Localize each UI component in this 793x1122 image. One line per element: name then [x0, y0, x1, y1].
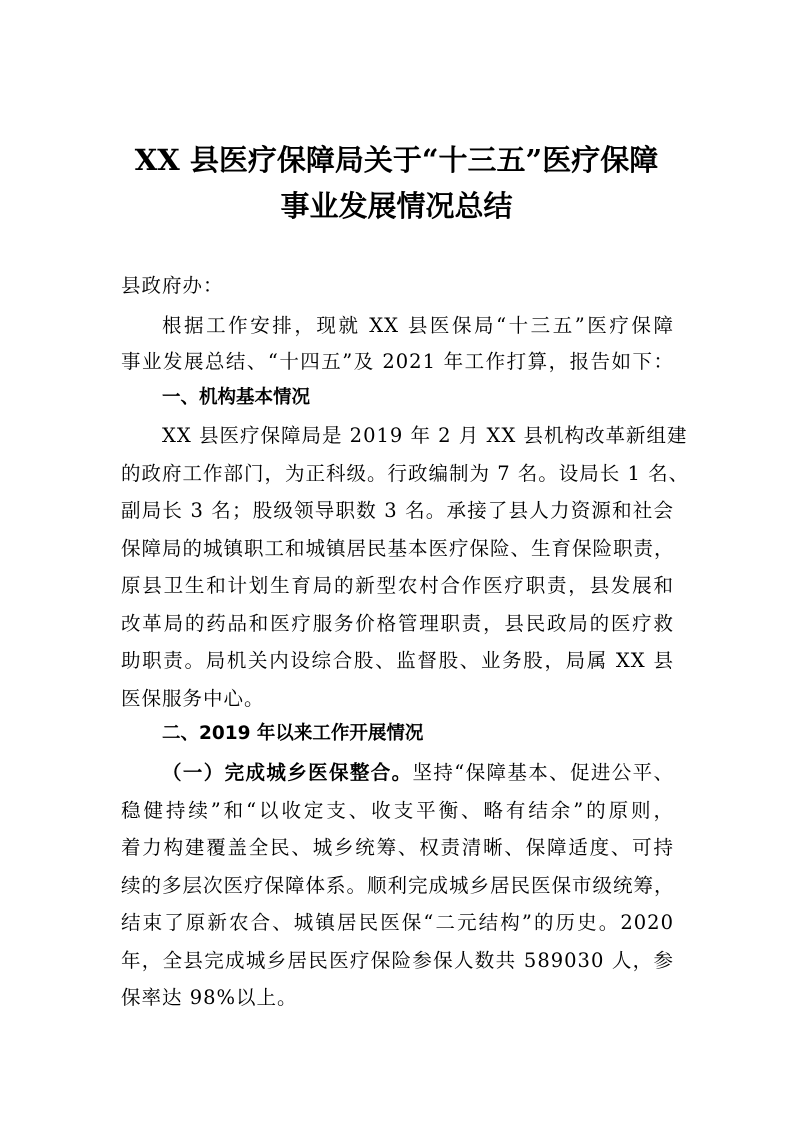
section-1-line: 副局长 3 名；股级领导职数 3 名。承接了县人力资源和社会 — [121, 499, 674, 522]
subsection-1-first-line-rest: 坚持“保障基本、促进公平、 — [412, 761, 674, 784]
section-1-line: 医保服务中心。 — [121, 687, 265, 710]
section-1-line: 改革局的药品和医疗服务价格管理职责，县民政局的医疗救 — [121, 612, 674, 635]
subsection-1-line: 稳健持续”和“以收定支、收支平衡、略有结余”的原则， — [121, 799, 674, 822]
salutation: 县政府办： — [121, 274, 224, 297]
subsection-1-first-line — [162, 759, 674, 787]
subsection-1-line: 年，全县完成城乡居民医疗保险参保人数共 589030 人，参 — [121, 949, 674, 972]
section-2-heading: 二、2019 年以来工作开展情况 — [162, 723, 424, 744]
section-1-line: 的政府工作部门，为正科级。行政编制为 7 名。设局长 1 名、 — [121, 462, 690, 485]
subsection-1-line: 保率达 98%以上。 — [121, 986, 298, 1009]
section-1-line: 助职责。局机关内设综合股、监督股、业务股，局属 XX 县 — [121, 649, 674, 672]
subsection-1-lead: （一）完成城乡医保整合。 — [162, 761, 413, 784]
subsection-1-line: 续的多层次医疗保障体系。顺利完成城乡居民医保市级统筹， — [121, 874, 675, 897]
section-1-line: 原县卫生和计划生育局的新型农村合作医疗职责，县发展和 — [121, 574, 674, 597]
document-title-line-2: 事业发展情况总结 — [280, 189, 513, 223]
intro-line: 根据工作安排，现就 XX 县医保局“十三五”医疗保障 — [162, 314, 674, 337]
section-1-heading: 一、机构基本情况 — [162, 387, 311, 408]
section-1-line: 保障局的城镇职工和城镇居民基本医疗保险、生育保险职责， — [121, 537, 675, 560]
intro-line: 事业发展总结、“十四五”及 2021 年工作打算，报告如下： — [121, 350, 674, 373]
section-1-line: XX 县医疗保障局是 2019 年 2 月 XX 县机构改革新组建 — [162, 424, 688, 447]
subsection-1-line: 结束了原新农合、城镇居民医保“二元结构”的历史。2020 — [121, 911, 674, 934]
subsection-1-line: 着力构建覆盖全民、城乡统筹、权责清晰、保障适度、可持 — [121, 836, 674, 859]
document-title-line-1: XX 县医疗保障局关于“十三五”医疗保障 — [134, 143, 659, 177]
